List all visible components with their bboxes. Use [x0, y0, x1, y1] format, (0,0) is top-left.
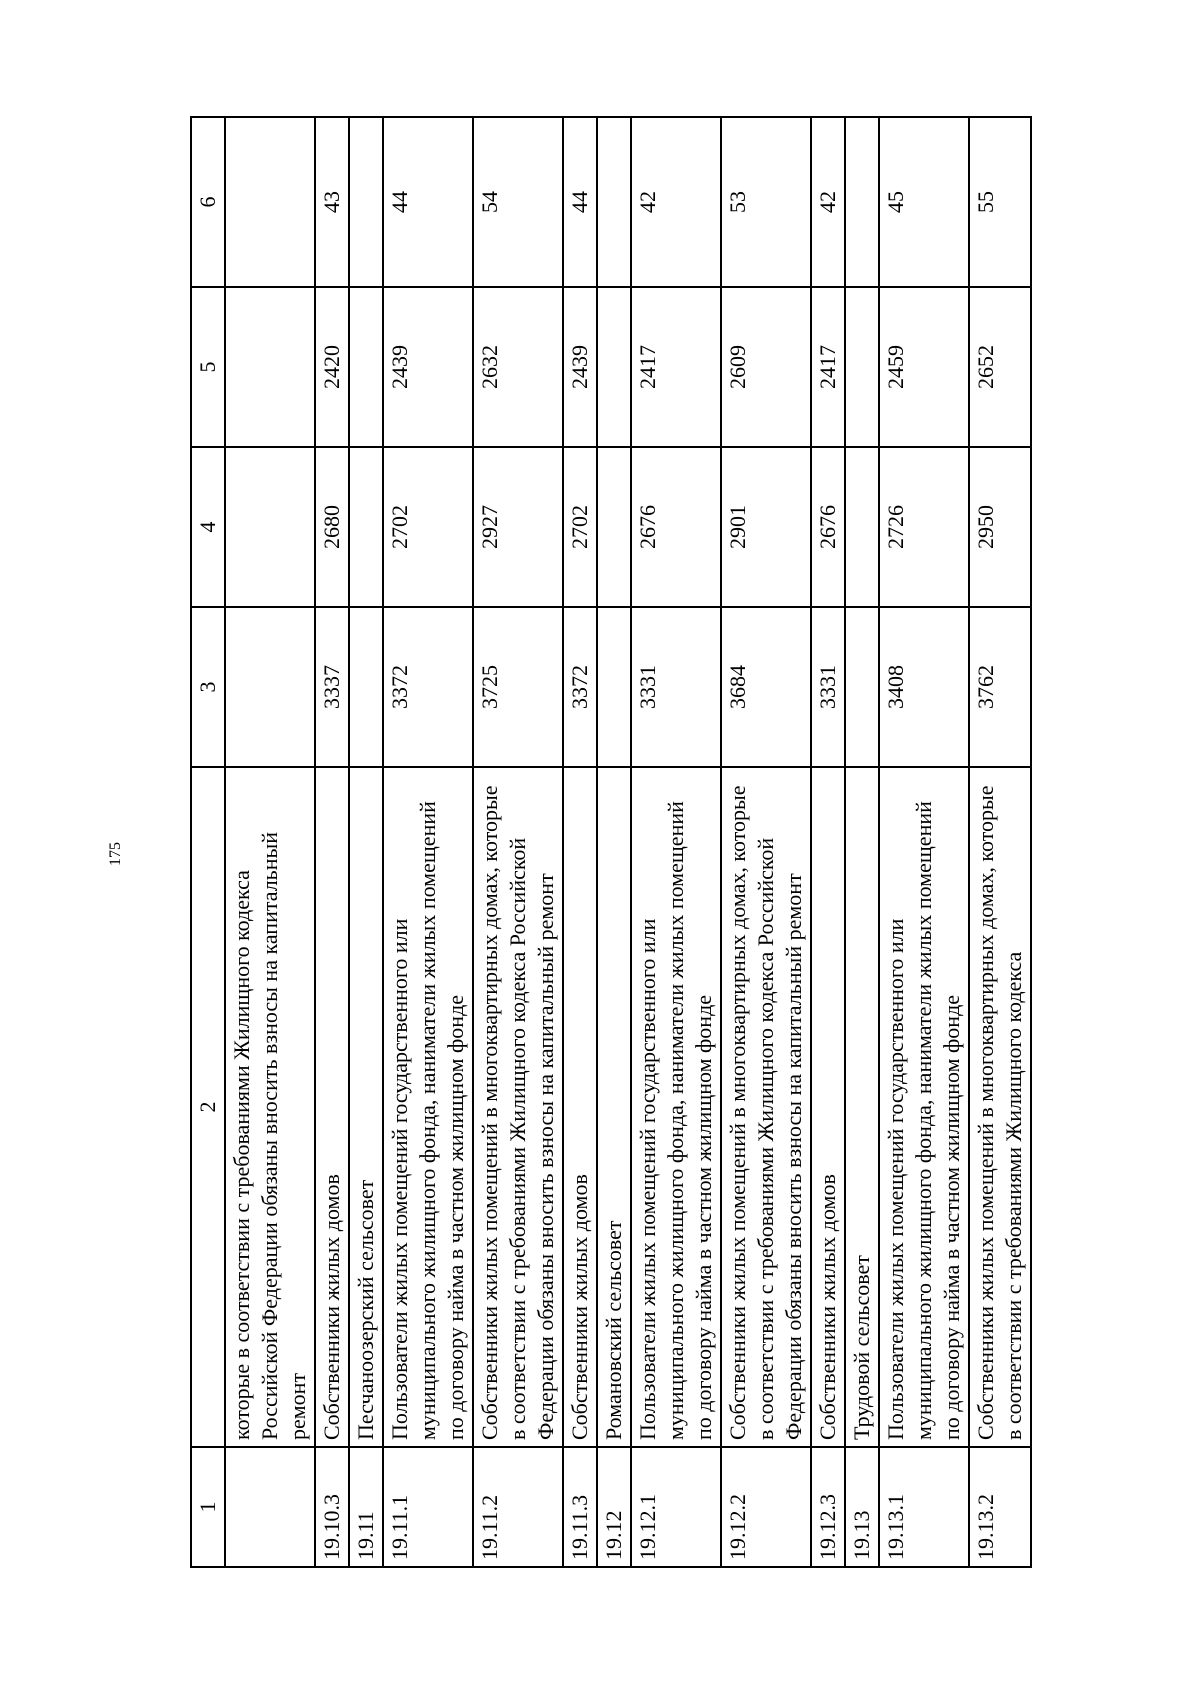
row-description: Собственники жилых домов: [315, 767, 349, 1447]
row-description: Собственники жилых домов: [811, 767, 845, 1447]
row-value-col6: 42: [631, 117, 721, 287]
row-value-col6: [349, 117, 383, 287]
row-value-col4: 2680: [315, 447, 349, 607]
row-value-col6: [225, 117, 315, 287]
row-value-col5: [349, 287, 383, 447]
row-value-col3: [597, 607, 631, 767]
row-value-col5: 2439: [563, 287, 597, 447]
header-col-4: 4: [191, 447, 225, 607]
table-row: [631, 117, 721, 1567]
row-value-col3: [349, 607, 383, 767]
row-description: Пользователи жилых помещений государственного или муниципального жилищного фонда, наниматели жилых помещений по договору найма в частном жилищном фонде: [383, 767, 473, 1447]
row-description: Пользователи жилых помещений государственного или муниципального жилищного фонда, наниматели жилых помещений по договору найма в частном жилищном фонде: [631, 767, 721, 1447]
row-value-col5: 2439: [383, 287, 473, 447]
row-value-col6: [597, 117, 631, 287]
row-value-col4: [349, 447, 383, 607]
header-col-6: 6: [191, 117, 225, 287]
row-description: Собственники жилых домов: [563, 767, 597, 1447]
header-col-2: 2: [191, 767, 225, 1447]
row-code: 19.11: [349, 1447, 383, 1567]
row-value-col4: 2950: [969, 447, 1031, 607]
row-value-col4: [225, 447, 315, 607]
row-description: Романовский сельсовет: [597, 767, 631, 1447]
row-code: 19.12.1: [631, 1447, 721, 1567]
row-value-col4: 2676: [631, 447, 721, 607]
table-container: [190, 118, 1110, 1568]
page-number: 175: [107, 842, 124, 866]
row-value-col4: 2702: [383, 447, 473, 607]
row-code: 19.13: [845, 1447, 879, 1567]
table-row: [563, 117, 597, 1567]
row-value-col3: 3331: [631, 607, 721, 767]
table-row: [721, 117, 811, 1567]
row-description: которые в соответствии с требованиями Жилищного кодекса Российской Федерации обязаны вносить взносы на капитальный ремонт: [225, 767, 315, 1447]
row-description: Трудовой сельсовет: [845, 767, 879, 1447]
row-value-col3: 3684: [721, 607, 811, 767]
row-value-col3: 3337: [315, 607, 349, 767]
row-value-col4: 2726: [879, 447, 969, 607]
row-value-col5: 2632: [473, 287, 563, 447]
row-value-col5: 2420: [315, 287, 349, 447]
row-code: 19.10.3: [315, 1447, 349, 1567]
row-value-col6: 53: [721, 117, 811, 287]
table-body: [225, 117, 1031, 1567]
row-description: Собственники жилых помещений в многоквартирных домах, которые в соответствии с требованиями Жилищного кодекса Российской Федерации обязаны вносить взносы на капитальный ремонт: [473, 767, 563, 1447]
row-value-col5: [845, 287, 879, 447]
table-row: [845, 117, 879, 1567]
row-value-col3: [225, 607, 315, 767]
row-value-col6: 55: [969, 117, 1031, 287]
row-value-col6: 45: [879, 117, 969, 287]
row-description: Собственники жилых помещений в многоквартирных домах, которые в соответствии с требованиями Жилищного кодекса: [969, 767, 1031, 1447]
table-row: [383, 117, 473, 1567]
row-value-col5: 2459: [879, 287, 969, 447]
row-value-col4: 2702: [563, 447, 597, 607]
row-value-col3: 3408: [879, 607, 969, 767]
header-col-3: 3: [191, 607, 225, 767]
row-value-col5: 2417: [631, 287, 721, 447]
row-code: [225, 1447, 315, 1567]
row-value-col6: 44: [563, 117, 597, 287]
row-value-col3: [845, 607, 879, 767]
row-code: 19.11.2: [473, 1447, 563, 1567]
row-value-col3: 3372: [383, 607, 473, 767]
row-value-col3: 3331: [811, 607, 845, 767]
row-description: Песчаноозерский сельсовет: [349, 767, 383, 1447]
table-row: [597, 117, 631, 1567]
row-value-col6: 42: [811, 117, 845, 287]
row-value-col4: 2676: [811, 447, 845, 607]
row-value-col5: 2417: [811, 287, 845, 447]
table-row: [811, 117, 845, 1567]
header-col-1: 1: [191, 1447, 225, 1567]
row-value-col4: [597, 447, 631, 607]
row-value-col4: 2927: [473, 447, 563, 607]
row-value-col6: 54: [473, 117, 563, 287]
table-row: [225, 117, 315, 1567]
row-value-col3: 3372: [563, 607, 597, 767]
row-code: 19.11.3: [563, 1447, 597, 1567]
table-row: [969, 117, 1031, 1567]
header-col-5: 5: [191, 287, 225, 447]
row-value-col6: 43: [315, 117, 349, 287]
table-header-row: [191, 117, 225, 1567]
row-description: Пользователи жилых помещений государственного или муниципального жилищного фонда, наниматели жилых помещений по договору найма в частном жилищном фонде: [879, 767, 969, 1447]
table-row: [349, 117, 383, 1567]
row-value-col3: 3725: [473, 607, 563, 767]
tariff-table: [190, 116, 1032, 1568]
row-code: 19.13.1: [879, 1447, 969, 1567]
row-value-col4: [845, 447, 879, 607]
row-value-col5: 2609: [721, 287, 811, 447]
row-value-col5: [597, 287, 631, 447]
table-row: [473, 117, 563, 1567]
row-value-col6: 44: [383, 117, 473, 287]
table-row: [315, 117, 349, 1567]
rotated-table-frame: [190, 118, 1110, 1568]
row-value-col5: [225, 287, 315, 447]
row-code: 19.12.2: [721, 1447, 811, 1567]
row-value-col6: [845, 117, 879, 287]
table-row: [879, 117, 969, 1567]
row-value-col4: 2901: [721, 447, 811, 607]
row-code: 19.11.1: [383, 1447, 473, 1567]
row-description: Собственники жилых помещений в многоквартирных домах, которые в соответствии с требованиями Жилищного кодекса Российской Федерации обязаны вносить взносы на капитальный ремонт: [721, 767, 811, 1447]
row-code: 19.12: [597, 1447, 631, 1567]
row-code: 19.13.2: [969, 1447, 1031, 1567]
row-value-col5: 2652: [969, 287, 1031, 447]
row-code: 19.12.3: [811, 1447, 845, 1567]
row-value-col3: 3762: [969, 607, 1031, 767]
